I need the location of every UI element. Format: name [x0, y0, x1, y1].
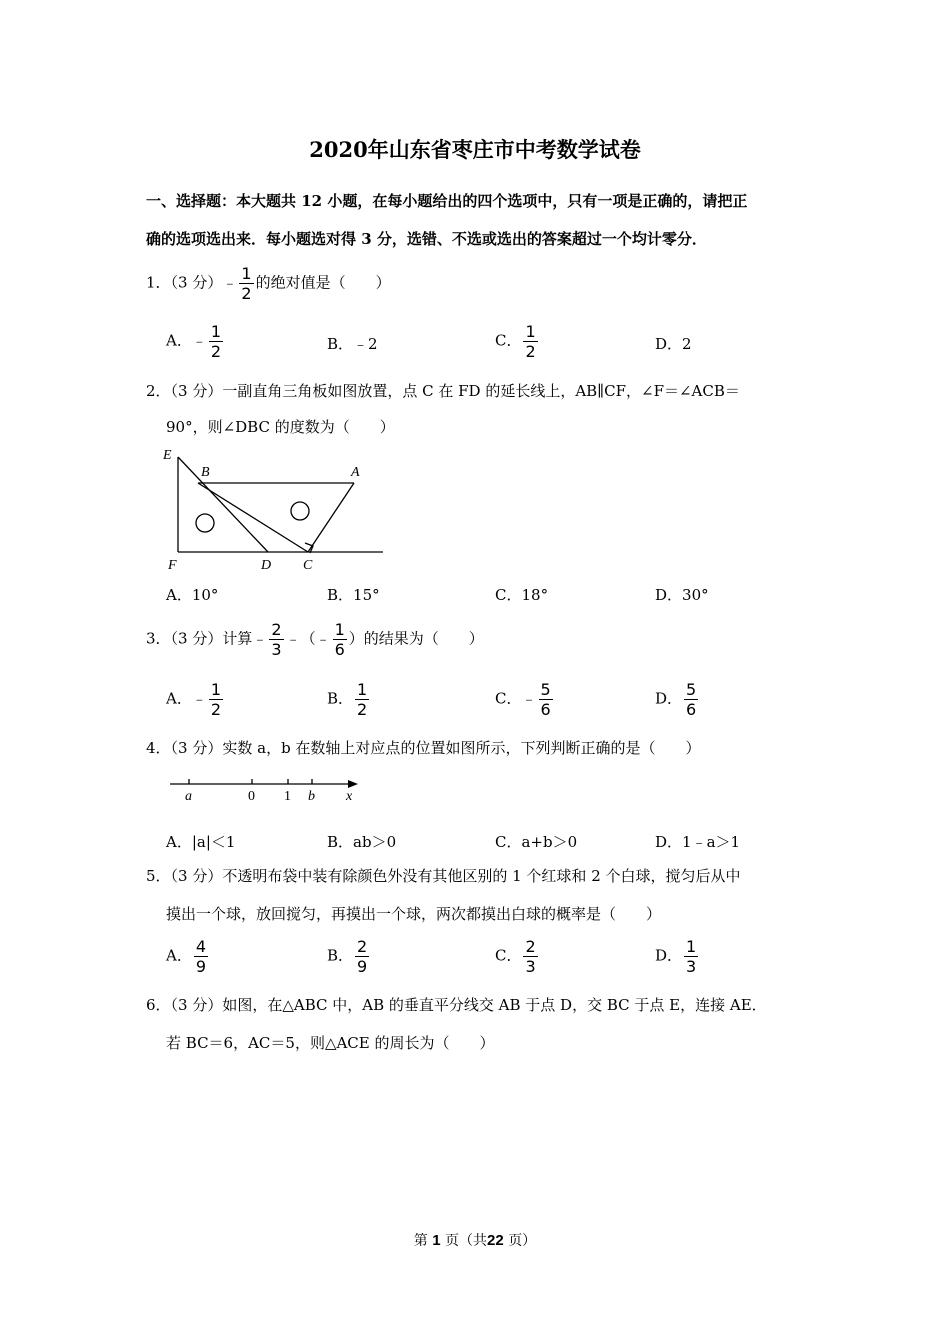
q1-option-b: B．﹣2 [327, 335, 378, 353]
label-f: F [168, 558, 177, 573]
axis-label-b: b [308, 789, 315, 804]
q5-option-c: C． $\frac{2}{3}$ [495, 937, 536, 976]
q5-option-d: D． $\frac{1}{3}$ [655, 937, 697, 976]
q2-option-d: D．30° [655, 586, 709, 604]
q3-option-c: C．﹣ $\frac{5}{6}$ [495, 680, 551, 719]
axis-label-a: a [185, 789, 192, 804]
axis-label-0: 0 [248, 789, 255, 804]
question-5-line2: 摸出一个球，放回搅匀，再摸出一个球，两次都摸出白球的概率是（ ） [166, 905, 662, 923]
q1-option-d: D．2 [655, 335, 692, 353]
axis-label-1: 1 [284, 789, 291, 804]
q4-option-a: A．|a|＜1 [166, 833, 236, 851]
q2-option-b: B．15° [327, 586, 380, 604]
page-footer: 第 1 页（共22 页） [413, 1232, 537, 1249]
q5-option-b: B． $\frac{2}{9}$ [327, 937, 368, 976]
question-6-line2: 若 BC＝6，AC＝5，则△ACE 的周长为（ ） [166, 1034, 495, 1052]
page-title: 2020年山东省枣庄市中考数学试卷 [309, 137, 641, 162]
question-4: 4．（3 分）实数 a，b 在数轴上对应点的位置如图所示，下列判断正确的是（ ） [146, 739, 701, 757]
axis-label-x: x [346, 789, 353, 804]
question-2-line1: 2．（3 分）一副直角三角板如图放置，点 C 在 FD 的延长线上，AB∥CF，∠F＝∠ACB＝ [146, 382, 740, 400]
q5-option-a: A． $\frac{4}{9}$ [166, 937, 207, 976]
q2-option-c: C．18° [495, 586, 549, 604]
q2-option-a: A．10° [166, 586, 219, 604]
section-instructions-line1: 一、选择题：本大题共 12 小题，在每小题给出的四个选项中，只有一项是正确的，请把正 [146, 192, 748, 210]
number-line-figure [166, 772, 366, 806]
q3-option-b: B． $\frac{1}{2}$ [327, 680, 368, 719]
section-instructions-line2: 确的选项选出来．每小题选对得 3 分，选错、不选或选出的答案超过一个均计零分． [146, 230, 707, 248]
q3-option-d: D． $\frac{5}{6}$ [655, 680, 697, 719]
fraction: $\frac{1}{2}$ [241, 264, 252, 303]
q1-option-c: C． $\frac{1}{2}$ [495, 322, 536, 361]
triangle-set-square-figure [158, 445, 390, 573]
question-5-line1: 5．（3 分）不透明布袋中装有除颜色外没有其他区别的 1 个红球和 2 个白球，搅匀后从中 [146, 867, 741, 885]
label-e: E [163, 448, 172, 463]
question-1: 1．（3 分）﹣ $\frac{1}{2}$ 的绝对值是（ ） [146, 264, 391, 303]
q4-option-c: C．a+b＞0 [495, 833, 578, 851]
label-c: C [303, 558, 313, 573]
question-2-line2: 90°，则∠DBC 的度数为（ ） [166, 418, 395, 436]
q4-option-b: B．ab＞0 [327, 833, 397, 851]
question-6-line1: 6．（3 分）如图，在△ABC 中，AB 的垂直平分线交 AB 于点 D，交 BC 于点 E，连接 AE． [146, 996, 767, 1014]
question-3: 3．（3 分）计算﹣ $\frac{2}{3}$ ﹣（﹣ $\frac{1}{6}$ ）的结果为（ ） [146, 620, 484, 659]
label-a: A [351, 465, 360, 480]
q3-option-a: A．﹣ $\frac{1}{2}$ [166, 680, 222, 719]
label-b: B [201, 465, 210, 480]
q4-option-d: D．1﹣a＞1 [655, 833, 741, 851]
label-d: D [261, 558, 272, 573]
q1-option-a: A．﹣ $\frac{1}{2}$ [166, 322, 222, 361]
